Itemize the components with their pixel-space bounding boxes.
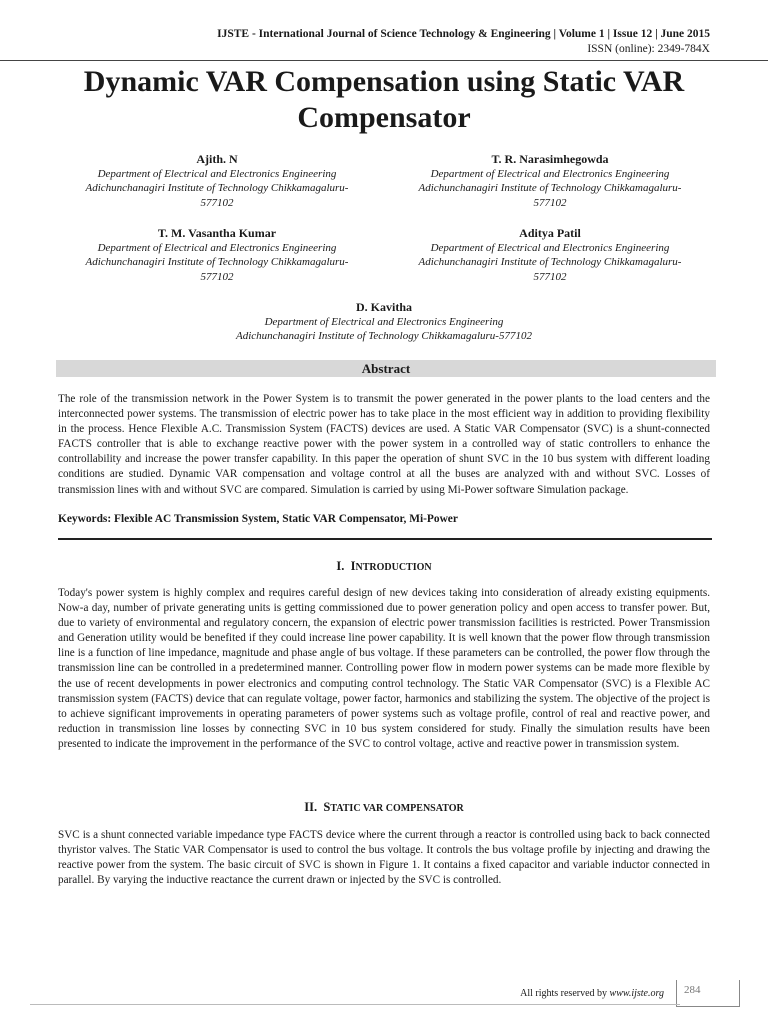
keywords: Keywords: Flexible AC Transmission System, Static VAR Compensator, Mi-Power <box>58 513 458 525</box>
issn-line: ISSN (online): 2349-784X <box>587 43 710 55</box>
author-name: T. R. Narasimhegowda <box>491 152 609 166</box>
author-block-5 <box>184 300 584 344</box>
section-title-initial: S <box>323 800 331 814</box>
author-institute: Adichunchanagiri Institute of Technology Chikkamagaluru- <box>418 182 682 194</box>
section-heading-svc <box>0 800 768 815</box>
author-pincode: 577102 <box>200 270 234 283</box>
author-name: Aditya Patil <box>519 226 581 240</box>
svc-body: SVC is a shunt connected variable impedance type FACTS device where the current through a reactor is controlled using back to back connected thyristor valves. The Static VAR Compensator is used to control the bus voltage. It controls the bus voltage profile by injecting and drawing the reactive power from the system. The basic circuit of SVC is shown in Figure 1. It contains a fixed capacitor and variable inductor connected in parallel. By varying the inductive reactance the current drawn or injected by the SVC is controlled. <box>58 829 710 887</box>
section-title-initial: I <box>350 559 356 573</box>
author-block-4 <box>385 226 715 284</box>
author-pincode: 577102 <box>200 196 234 209</box>
footer-divider <box>30 1004 680 1005</box>
introduction-body: Today's power system is highly complex and requires careful design of new devices taking into consideration of already existing equipments. Now-a day, number of private generating units is getting commissioned due to power generation policy and open access to transfer power. But, due to variety of environmental and regulatory concern, the expansion of electric power transmission facilities is restricted. Power Transmission and Generation utility would be benefited if they could increase line power capability. It is well known that the power flow through transmission line is a function of line impedance, magnitude and phase angle of bus voltage. If these parameters can be controlled, the power flow through the transmission line can be controlled in a predetermined manner. Controlling power flow in modern power systems can be made more flexible by the use of recent developments in power electronics and computing control technology. The Static VAR Compensator (SVC) is a Flexible AC transmission system (FACTS) device that can regulate voltage, power factor, harmonics and stabilizing the system. The objective of the project is to achieve significant improvements in operating parameters of power systems such as voltage profile, control of real and reactive power, and reduction in transmission line losses by connecting SVC in 10 bus system considered for study. Finally the simulation results have been presented to indicate the improvement in the performance of the SVC to control voltage, active and reactive power in transmission system. <box>58 587 710 750</box>
author-department: Department of Electrical and Electronics Engineering <box>430 167 670 180</box>
author-pincode: 577102 <box>533 270 567 283</box>
author-department: Department of Electrical and Electronics Engineering <box>264 315 504 328</box>
section-heading-introduction <box>0 559 768 574</box>
author-block-2 <box>385 152 715 210</box>
section-number: I. <box>336 559 345 573</box>
section-title-rest: NTRODUCTION <box>355 562 432 573</box>
author-institute: Adichunchanagiri Institute of Technology Chikkamagaluru-577102 <box>236 330 532 342</box>
author-name: Ajith. N <box>196 152 238 166</box>
journal-header: IJSTE - International Journal of Science Technology & Engineering | Volume 1 | Issue 12 | June 2015 <box>217 28 710 40</box>
author-name: T. M. Vasantha Kumar <box>157 226 277 240</box>
abstract-heading: Abstract <box>56 360 716 377</box>
author-department: Department of Electrical and Electronics Engineering <box>430 241 670 254</box>
footer-site-link[interactable]: www.ijste.org <box>609 988 664 999</box>
page-number: 284 <box>684 984 701 996</box>
author-institute: Adichunchanagiri Institute of Technology Chikkamagaluru- <box>85 182 349 194</box>
author-institute: Adichunchanagiri Institute of Technology Chikkamagaluru- <box>85 256 349 268</box>
footer-rights <box>520 988 664 999</box>
author-name: D. Kavitha <box>355 300 412 314</box>
author-department: Department of Electrical and Electronics Engineering <box>97 167 337 180</box>
author-block-1 <box>52 152 382 210</box>
author-institute: Adichunchanagiri Institute of Technology Chikkamagaluru- <box>418 256 682 268</box>
author-pincode: 577102 <box>533 196 567 209</box>
section-title-rest: TATIC VAR COMPENSATOR <box>330 803 464 814</box>
paper-title: Dynamic VAR Compensation using Static VAR Compensator <box>83 65 685 134</box>
footer-rights-text: All rights reserved by <box>520 988 610 999</box>
section-number: II. <box>304 800 318 814</box>
author-block-3 <box>52 226 382 284</box>
header-divider <box>0 60 768 61</box>
author-department: Department of Electrical and Electronics Engineering <box>97 241 337 254</box>
keywords-divider <box>58 538 712 540</box>
abstract-body: The role of the transmission network in the Power System is to transmit the power generated in the power plants to the load centers and the interconnected power systems. The transmission of electric power has to take place in the most efficient way in addition to providing flexibility in the process. Hence Flexible A.C. Transmission System (FACTS) devices are used. A Static VAR Compensator (SVC) is a shunt-connected FACTS controller that is able to exchange reactive power with the power system in a controlled way of static controllers to enhance the controllability and increase the power transfer capability. In this paper the operation of shunt SVC in the 10 bus system with different loading conditions are studied. Dynamic VAR compensation and voltage control at all the buses are analyzed with and without SVC. Losses of transmission lines with and without SVC are compared. Simulation is carried by using Mi-Power software Simulation package. <box>58 393 710 496</box>
